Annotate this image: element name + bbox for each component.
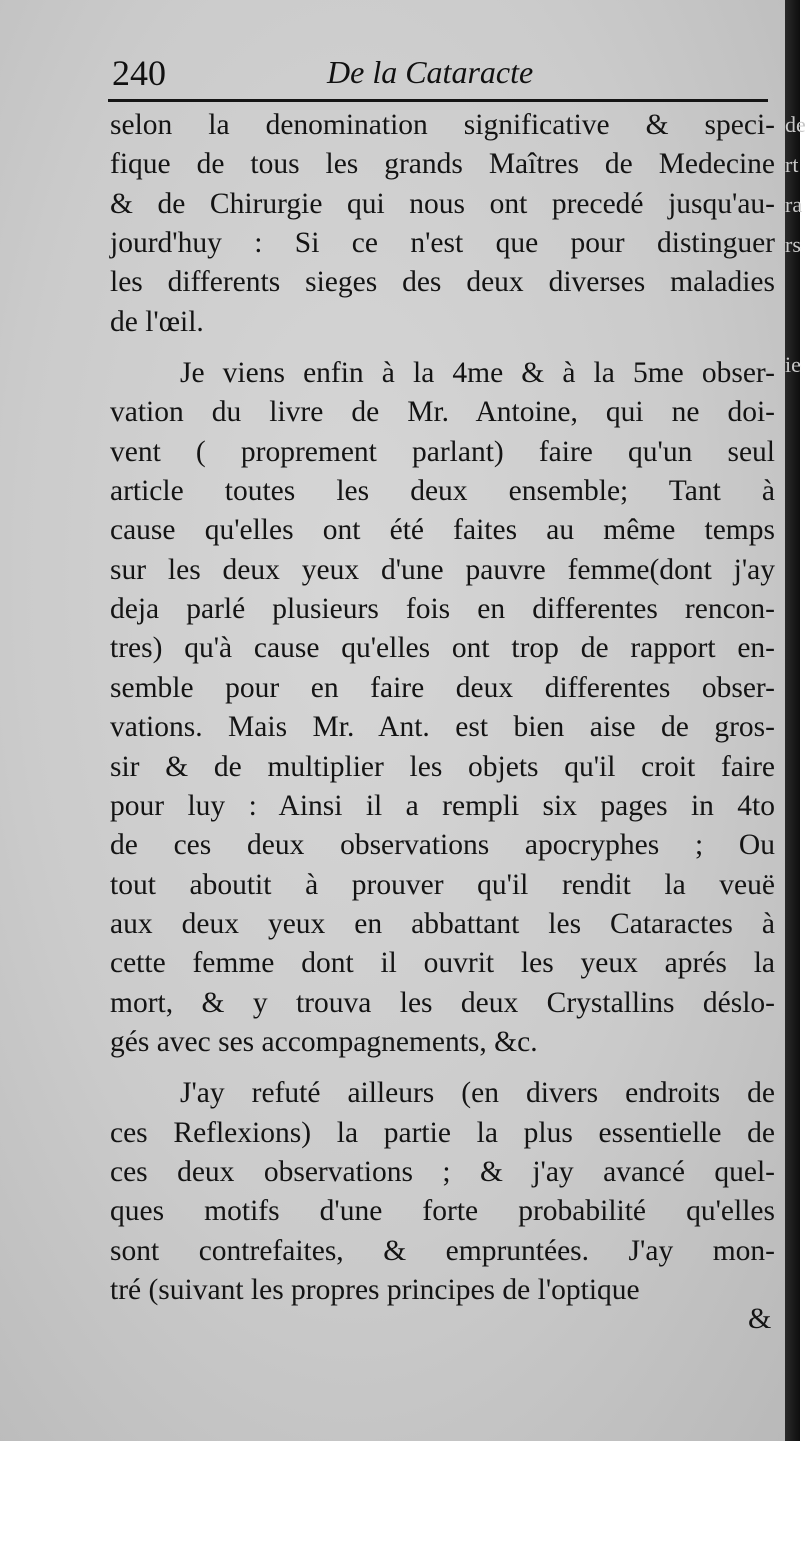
- text-line: selon la denomination significative & speci-: [110, 109, 775, 141]
- paragraph: [110, 106, 775, 342]
- text-line: ques motifs d'une forte probabilité qu'elles: [110, 1195, 775, 1228]
- text-line: & de Chirurgie qui nous ont precedé jusqu'au-: [110, 187, 775, 220]
- edge-fragment: [785, 265, 800, 305]
- catchword: &: [748, 1302, 772, 1335]
- text-line: aux deux yeux en abbattant les Cataractes à: [110, 907, 775, 940]
- text-line: sir & de multiplier les objets qu'il croit faire: [110, 750, 775, 783]
- text-line: de ces deux observations apocryphes ; Ou: [110, 829, 775, 862]
- edge-fragment: de: [785, 112, 806, 137]
- edge-fragment: rs: [785, 232, 801, 257]
- text-line: de l'œil.: [110, 305, 204, 338]
- text-line: ces deux observations ; & j'ay avancé quel-: [110, 1155, 775, 1188]
- text-line: tout aboutit à prouver qu'il rendit la veuë: [110, 868, 775, 901]
- paragraph: [110, 354, 775, 1062]
- text-line: vation du livre de Mr. Antoine, qui ne doi-: [110, 396, 775, 429]
- text-line: gés avec ses accompagnements, &c.: [110, 1025, 538, 1058]
- facing-page-text-fragments: [785, 0, 806, 1546]
- paragraph: [110, 1074, 775, 1310]
- edge-fragment: rt: [785, 152, 799, 177]
- edge-fragment: ie: [785, 352, 801, 377]
- header-rule: [108, 99, 768, 102]
- page-header: [112, 52, 767, 94]
- text-line: sur les deux yeux d'une pauvre femme(dont j'ay: [110, 553, 775, 586]
- running-title: De la Cataracte: [327, 54, 534, 90]
- paragraph-gap: [110, 342, 775, 354]
- facing-page-edge: [785, 0, 806, 1441]
- edge-fragment: [785, 505, 800, 545]
- text-line: jourd'huy : Si ce n'est que pour distinguer: [110, 227, 775, 260]
- text-line: sont contrefaites, & empruntées. J'ay mon-: [110, 1234, 775, 1267]
- text-line: tres) qu'à cause qu'elles ont trop de rapport en-: [110, 632, 775, 665]
- edge-fragment: ra: [785, 192, 803, 217]
- text-line: vent ( proprement parlant) faire qu'un seul: [110, 435, 775, 468]
- page-number: 240: [112, 53, 166, 93]
- text-line: vations. Mais Mr. Ant. est bien aise de gros-: [110, 711, 775, 744]
- text-line: semble pour en faire deux differentes obser-: [110, 671, 775, 704]
- text-line: Je viens enfin à la 4me & à la 5me obser-: [180, 357, 775, 390]
- text-line: article toutes les deux ensemble; Tant à: [110, 475, 775, 508]
- edge-fragment: [785, 305, 800, 345]
- text-line: J'ay refuté ailleurs (en divers endroits de: [180, 1077, 775, 1110]
- text-line: ces Reflexions) la partie la plus essentielle de: [110, 1116, 775, 1149]
- edge-fragment: [785, 385, 800, 425]
- text-line: fique de tous les grands Maîtres de Medecine: [110, 148, 775, 181]
- text-line: tré (suivant les propres principes de l'optique: [110, 1273, 640, 1306]
- text-line: cette femme dont il ouvrit les yeux aprés la: [110, 947, 775, 980]
- edge-fragment: [785, 425, 800, 465]
- paragraph-gap: [110, 1062, 775, 1074]
- text-line: cause qu'elles ont été faites au même temps: [110, 514, 775, 547]
- text-line: deja parlé plusieurs fois en differentes rencon-: [110, 593, 775, 626]
- text-line: les differents sieges des deux diverses maladies: [110, 266, 775, 299]
- body-text: [110, 106, 775, 1310]
- text-line: mort, & y trouva les deux Crystallins déslo-: [110, 986, 775, 1019]
- edge-fragment: [785, 465, 800, 505]
- text-line: pour luy : Ainsi il a rempli six pages in 4to: [110, 789, 775, 822]
